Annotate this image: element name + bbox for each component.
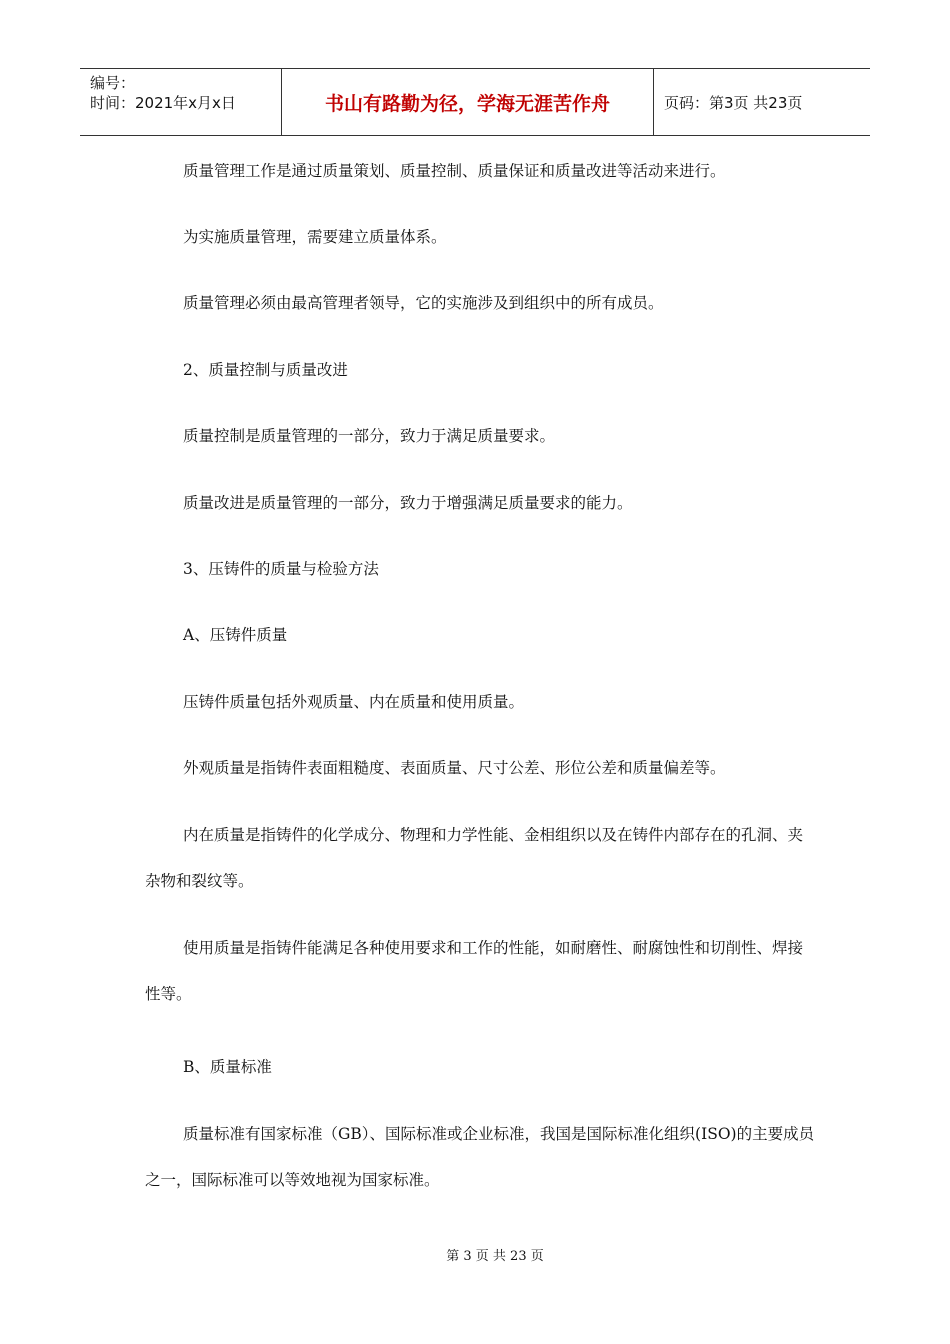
paragraph: 内在质量是指铸件的化学成分、物理和力学性能、金相组织以及在铸件内部存在的孔洞、夹杂物和裂纹等。 bbox=[145, 826, 804, 890]
date-label: 时间：2021年x月x日 bbox=[90, 94, 236, 112]
paragraph: 质量管理必须由最高管理者领导，它的实施涉及到组织中的所有成员。 bbox=[183, 294, 664, 312]
subsection-heading: B、质量标准 bbox=[183, 1058, 272, 1076]
paragraph: 质量标准有国家标准（GB）、国际标准或企业标准，我国是国际标准化组织(ISO)的主要成员之一，国际标准可以等效地视为国家标准。 bbox=[145, 1125, 815, 1189]
header-page-info: 页码：第3页 共23页 bbox=[664, 93, 803, 112]
paragraph: 质量管理工作是通过质量策划、质量控制、质量保证和质量改进等活动来进行。 bbox=[183, 162, 726, 180]
number-label: 编号： bbox=[90, 74, 136, 92]
paragraph: 为实施质量管理，需要建立质量体系。 bbox=[183, 228, 447, 246]
paragraph: 外观质量是指铸件表面粗糙度、表面质量、尺寸公差、形位公差和质量偏差等。 bbox=[183, 759, 726, 777]
paragraph: 压铸件质量包括外观质量、内在质量和使用质量。 bbox=[183, 693, 525, 711]
header-meta bbox=[80, 69, 282, 135]
header-motto: 书山有路勤为径，学海无涯苦作舟 bbox=[282, 69, 654, 135]
subsection-heading: A、压铸件质量 bbox=[183, 626, 288, 644]
section-heading: 2、质量控制与质量改进 bbox=[183, 361, 348, 379]
paragraph: 质量控制是质量管理的一部分，致力于满足质量要求。 bbox=[183, 427, 556, 445]
paragraph: 质量改进是质量管理的一部分，致力于增强满足质量要求的能力。 bbox=[183, 494, 633, 512]
paragraph: 使用质量是指铸件能满足各种使用要求和工作的性能，如耐磨性、耐腐蚀性和切削性、焊接性等。 bbox=[145, 939, 804, 1003]
section-heading: 3、压铸件的质量与检验方法 bbox=[183, 560, 379, 578]
page-header bbox=[80, 68, 870, 136]
page-footer: 第 3 页 共 23 页 bbox=[446, 1249, 544, 1264]
